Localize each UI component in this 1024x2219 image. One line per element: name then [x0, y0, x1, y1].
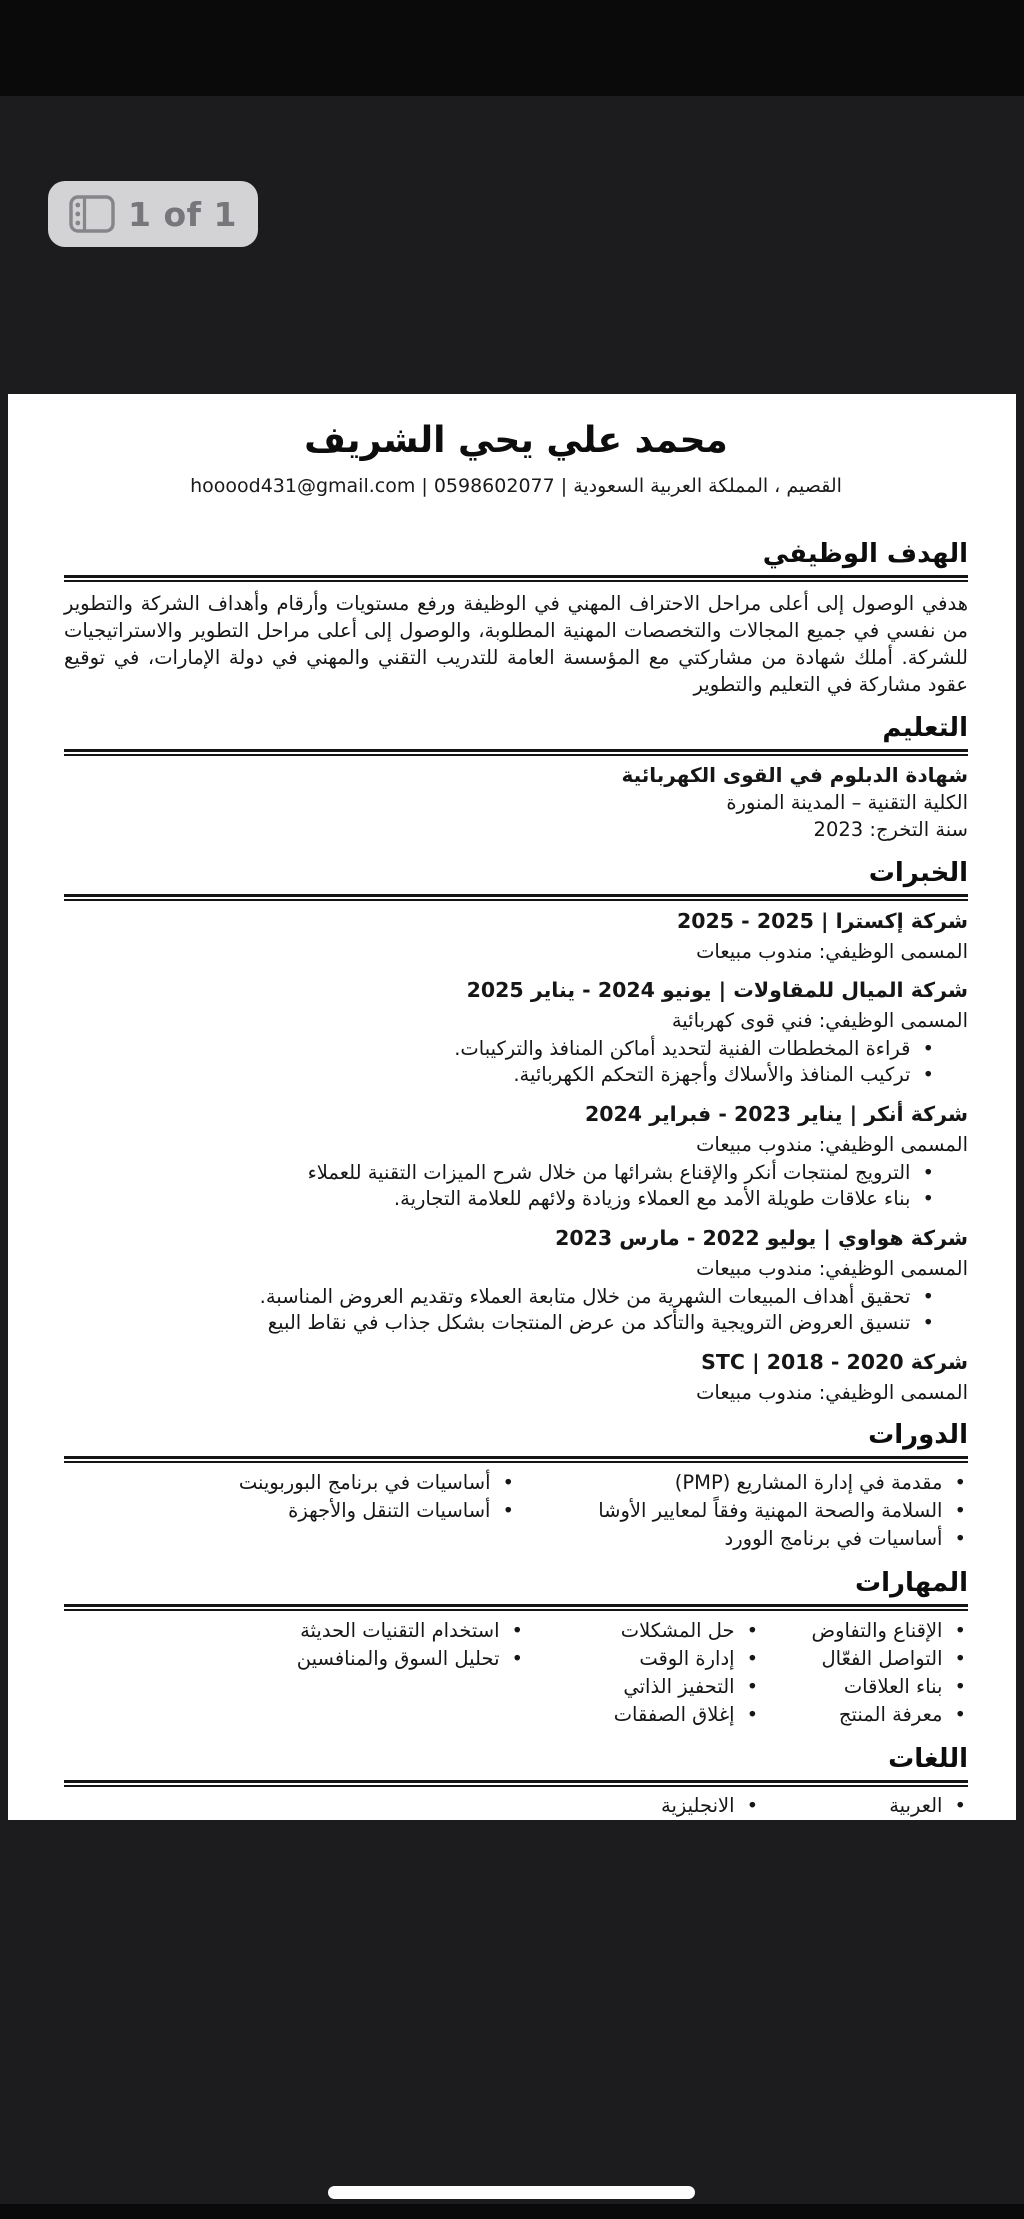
education-school: الكلية التقنية – المدينة المنورة: [726, 791, 968, 814]
skill-item: • استخدام التقنيات الحديثة: [64, 1617, 525, 1645]
experience-bullet-list: [64, 1036, 934, 1088]
experience-role: المسمى الوظيفي: مندوب مبيعات: [696, 1381, 968, 1404]
education-degree: شهادة الدبلوم في القوى الكهربائية: [621, 763, 968, 787]
experience-company: شركة هواوي | يوليو 2022 - مارس 2023: [555, 1226, 968, 1250]
skill-item: • حل المشكلات: [525, 1617, 760, 1645]
courses-column-right: [516, 1469, 968, 1553]
courses-grid: [64, 1469, 968, 1553]
home-indicator[interactable]: [328, 2186, 695, 2199]
section-divider: [64, 749, 968, 756]
skills-column-left: [64, 1617, 525, 1729]
language-item: • الانجليزية: [525, 1793, 760, 1819]
section-title-skills: المهارات: [854, 1568, 968, 1598]
section-title-objective: الهدف الوظيفي: [762, 539, 968, 569]
section-divider: [64, 1456, 968, 1463]
experience-bullet-list: [64, 1284, 934, 1336]
experience-entry: [64, 909, 968, 964]
section-divider: [64, 894, 968, 901]
skill-item: • التحفيز الذاتي: [525, 1673, 760, 1701]
education-entry: [64, 762, 968, 843]
skill-item: • تحليل السوق والمنافسين: [64, 1645, 525, 1673]
section-divider: [64, 1604, 968, 1611]
section-title-education: التعليم: [882, 713, 968, 743]
skill-item: • إغلاق الصفقات: [525, 1701, 760, 1729]
section-divider: [64, 575, 968, 582]
experience-bullet: • قراءة المخططات الفنية لتحديد أماكن المنافذ والتركيبات.: [64, 1036, 934, 1062]
experience-bullet: • بناء علاقات طويلة الأمد مع العملاء وزيادة ولائهم للعلامة التجارية.: [64, 1186, 934, 1212]
section-title-experience: الخبرات: [868, 858, 968, 888]
bottom-bar-area: [0, 2204, 1024, 2219]
page-indicator-label: 1 of 1: [128, 194, 237, 234]
experience-role: المسمى الوظيفي: فني قوى كهربائية: [671, 1009, 968, 1032]
skill-item: • معرفة المنتج: [760, 1701, 968, 1729]
skill-item: • التواصل الفعّال: [760, 1645, 968, 1673]
course-item: • أساسيات في برنامج البوربوينت: [64, 1469, 516, 1497]
courses-column-left: [64, 1469, 516, 1553]
experience-bullet-list: [64, 1160, 934, 1212]
experience-entry: [64, 1226, 968, 1336]
status-bar-area: [0, 0, 1024, 96]
experience-company: شركة الميال للمقاولات | يونيو 2024 - يناير 2025: [466, 978, 968, 1002]
experience-company: شركة STC | 2018 - 2020: [701, 1350, 968, 1374]
skills-column-right: [760, 1617, 968, 1729]
section-title-languages: اللغات: [888, 1744, 968, 1774]
experience-company: شركة أنكر | يناير 2023 - فبراير 2024: [585, 1102, 968, 1126]
resume-name: محمد علي يحي الشريف: [304, 420, 728, 461]
course-item: • أساسيات التنقل والأجهزة: [64, 1497, 516, 1525]
education-graduation-year: سنة التخرج: 2023: [813, 818, 968, 841]
experience-bullet: • تركيب المنافذ والأسلاك وأجهزة التحكم الكهربائية.: [64, 1062, 934, 1088]
language-item: • العربية: [760, 1793, 968, 1819]
section-divider: [64, 1780, 968, 1787]
objective-text: هدفي الوصول إلى أعلى مراحل الاحتراف المهني في الوظيفة ورفع مستويات وأرقام وأهداف الشركة والتطوير من نفسي في جميع المجالات والتخصصات المهنية المطلوبة، والوصول إلى أعلى مراحل التطوير والاستراتيجيات للشركة. أملك شهادة من مشاركتي مع المؤسسة العامة للتدريب التقني والمهني في دولة الإمارات، في توقيع عقود مشاركة في التعليم والتطوير: [64, 592, 968, 696]
skill-item: • الإقناع والتفاوض: [760, 1617, 968, 1645]
skills-column-middle: [525, 1617, 760, 1729]
course-item: • مقدمة في إدارة المشاريع (PMP): [516, 1469, 968, 1497]
experience-bullet: • تنسيق العروض الترويجية والتأكد من عرض المنتجات بشكل جذاب في نقاط البيع: [64, 1310, 934, 1336]
experience-role: المسمى الوظيفي: مندوب مبيعات: [696, 1257, 968, 1280]
experience-bullet: • تحقيق أهداف المبيعات الشهرية من خلال متابعة العملاء وتقديم العروض المناسبة.: [64, 1284, 934, 1310]
skills-grid: [64, 1617, 968, 1729]
experience-role: المسمى الوظيفي: مندوب مبيعات: [696, 940, 968, 963]
experience-entry: [64, 1350, 968, 1405]
experience-bullet: • الترويج لمنتجات أنكر والإقناع بشرائها من خلال شرح الميزات التقنية للعملاء: [64, 1160, 934, 1186]
resume-document[interactable]: [8, 394, 1016, 1820]
course-item: • السلامة والصحة المهنية وفقاً لمعايير الأوشا: [516, 1497, 968, 1525]
page-indicator-badge[interactable]: [48, 181, 258, 247]
experience-entry: [64, 978, 968, 1088]
skill-item: • بناء العلاقات: [760, 1673, 968, 1701]
experience-entry: [64, 1102, 968, 1212]
section-title-courses: الدورات: [868, 1420, 968, 1450]
thumbnails-sidebar-icon: [69, 195, 115, 233]
languages-grid: [64, 1793, 968, 1819]
experience-role: المسمى الوظيفي: مندوب مبيعات: [696, 1133, 968, 1156]
experience-company: شركة إكسترا | 2025 - 2025: [676, 909, 968, 933]
skill-item: • إدارة الوقت: [525, 1645, 760, 1673]
course-item: • أساسيات في برنامج الوورد: [516, 1525, 968, 1553]
resume-contact-line: القصيم ، المملكة العربية السعودية | hooood431@gmail.com | 0598602077: [190, 475, 842, 497]
